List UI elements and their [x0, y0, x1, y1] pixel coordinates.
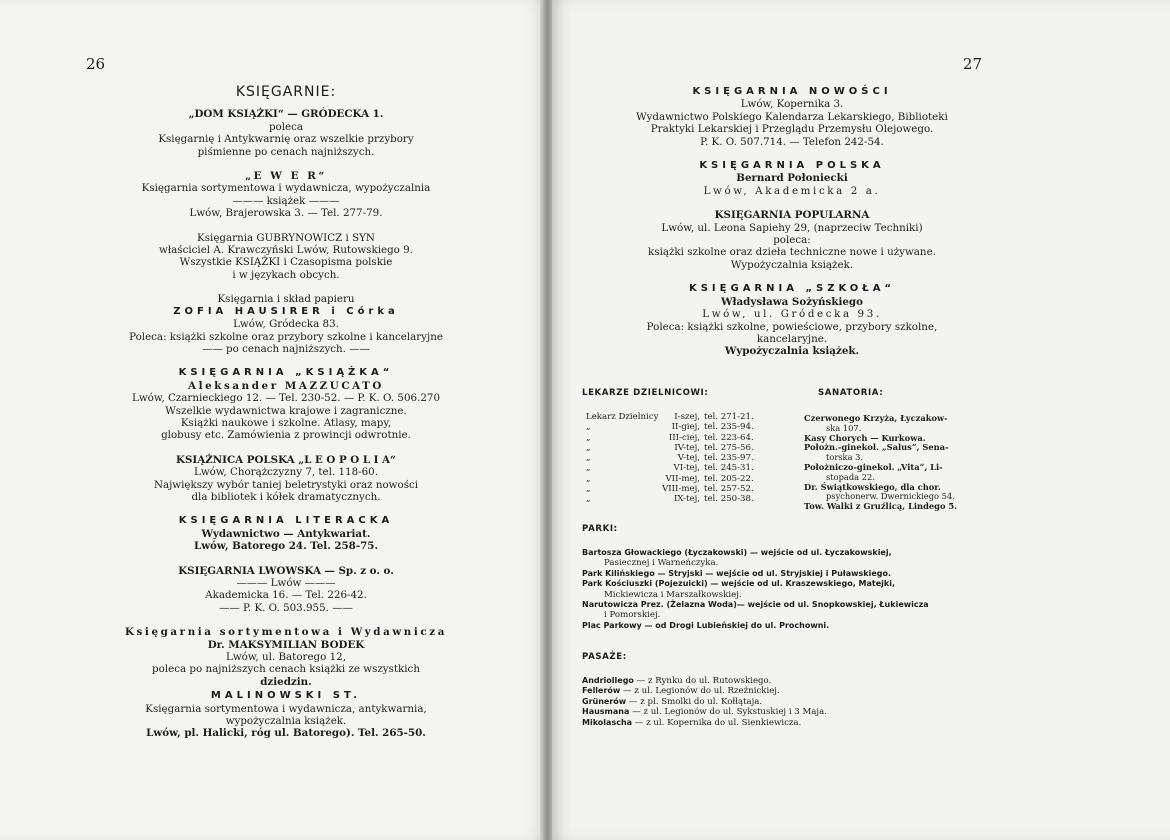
entry-line: Lwów, ul. Leona Sapiehy 29, (naprzeciw Techniki) [661, 221, 923, 234]
table-row [586, 494, 776, 504]
entry-line: KSIĘGARNIA POPULARNA [714, 209, 870, 222]
entry-gubrynowicz [96, 232, 476, 282]
table-cell: tel. 235-97. [704, 453, 754, 464]
entry-line: KSIĘGARNIA POLSKA [699, 160, 885, 172]
table-row [586, 433, 776, 443]
table-cell: „ [586, 453, 591, 464]
list-item-text: ska 107. [826, 422, 862, 433]
entry-line: Poleca: książki szkolne, powieściowe, przybory szkolne, [646, 320, 938, 333]
entry-line: wypożyczalnia książek. [225, 715, 347, 728]
entry-line: ——— książek ——— [232, 194, 340, 207]
entry-hausirer [96, 293, 476, 355]
sanatoria-title: SANATORIA: [818, 388, 884, 398]
entry-line: Akademicka 16. — Tel. 226-42. [205, 589, 367, 602]
entry-line: Bernard Połoniecki [736, 172, 848, 185]
table-row [586, 412, 776, 422]
left-page [0, 0, 548, 840]
list-item-name: Grünerów [582, 696, 627, 706]
entry-line: ZOFIA HAUSIRER i Córka [173, 305, 399, 317]
list-item: Plac Parkowy — od Drogi Lubieńskiej do ul. Prochowni. [582, 620, 830, 630]
sanatoria-list [804, 414, 982, 512]
entry-line: KSIĘGARNIA „KSIĄŻKA“ [178, 367, 394, 379]
entry-szkola [604, 283, 980, 357]
entry-line: Księgarnia sortymentowa i wydawnicza, wypożyczalnia [141, 182, 431, 195]
table-cell: Lekarz Dzielnicy [586, 412, 659, 422]
table-cell: „ [586, 494, 591, 505]
entry-line: KSIĘGARNIA LITERACKA [178, 515, 394, 527]
list-item [582, 686, 992, 696]
entry-line: Aleksander MAZZUCATO [188, 379, 384, 392]
list-item-name: Hausmana [582, 707, 630, 717]
right-page [552, 0, 1170, 840]
table-cell: „ [586, 442, 591, 453]
table-row [586, 453, 776, 463]
entry-line: Lwów, Czarnieckiego 12. — Tel. 230-52. — P. K. O. 506.270 [132, 392, 440, 405]
table-row [586, 463, 776, 473]
entry-line: piśmienne po cenach najniższych. [197, 145, 375, 158]
entry-line: P. K. O. 507.714. — Telefon 242-54. [700, 135, 884, 148]
entry-line: poleca po najniższych cenach książki ze wszystkich [152, 663, 420, 676]
list-item: Bartosza Głowackiego (Łyczakowski) — wejście od ul. Łyczakowskiej, [582, 548, 892, 557]
list-item: Park Kilińskiego — Stryjski — wejście od ul. Stryjskiej i Puławskiego. [582, 568, 892, 578]
entry-ksiazka [96, 367, 476, 441]
entry-lwowska [96, 565, 476, 615]
entry-polska [604, 160, 980, 197]
entry-line: Wszystkie KSIĄŻKI i Czasopisma polskie [179, 256, 393, 269]
entry-line: Wydawnictwo Polskiego Kalendarza Lekarskiego, Biblioteki [636, 110, 948, 123]
list-item-text: Dr. Świątkowskiego, dla chor. [804, 481, 941, 492]
list-item [582, 676, 992, 686]
entry-popularna [604, 209, 980, 271]
entry-line: Księgarnia i skład papieru [217, 293, 355, 306]
table-cell: IV-tej, [674, 442, 700, 453]
entry-line: właściciel A. Krawczyński Lwów, Rutowskiego 9. [159, 244, 413, 257]
list-item [804, 463, 982, 483]
entry-line: Księgarnia sortymentowa i wydawnicza, antykwarnia, [145, 702, 427, 715]
lekarze-title: LEKARZE DZIELNICOWI: [582, 388, 709, 398]
entry-line: KSIĘGARNIA NOWOŚCI [692, 86, 892, 97]
page-number-right: 27 [962, 55, 982, 73]
list-item [804, 443, 982, 463]
entry-line: dziedzin. [260, 675, 312, 688]
entry-line: KSIĄŻNICA POLSKA „L E O P O L I A“ [176, 453, 396, 466]
table-cell: „ [586, 473, 591, 484]
table-cell: I-szej, [674, 412, 700, 422]
table-cell: „ [586, 432, 591, 443]
entry-leopolia [96, 454, 476, 504]
list-item [804, 414, 982, 434]
entry-line: Lwów, Gródecka 83. [233, 318, 339, 331]
section-heading-ksiegarnie: KSIĘGARNIE: [235, 84, 337, 100]
entry-line: globusy etc. Zamówienia z prowincji odwrotnie. [161, 429, 411, 442]
table-cell: „ [586, 484, 591, 495]
list-item-text: Tow. Walki z Gruźlicą, Lindego 5. [804, 501, 958, 512]
lekarze-list [586, 412, 776, 505]
entry-line: Lwów, ul. Batorego 12, [226, 651, 346, 664]
list-item-name: Mikolascha [582, 717, 633, 727]
table-row [586, 422, 776, 432]
entry-line: Lwów, Chorążczyzny 7, tel. 118-60. [193, 466, 379, 479]
right-column [604, 86, 980, 370]
list-item-text: psychonerw. Dwernickiego 54. [826, 491, 955, 502]
table-cell: II-giej, [671, 422, 700, 433]
list-item: Mickiewicza i Marszałkowskiej. [604, 589, 742, 600]
list-item [582, 697, 992, 707]
list-item: Pasiecznej i Warneńczyka. [604, 558, 719, 569]
entry-line: Poleca: książki szkolne oraz przybory szkolne i kancelaryjne [129, 330, 443, 343]
parki-list [582, 548, 992, 631]
entry-line: poleca: [773, 234, 811, 247]
table-cell: tel. 245-31. [704, 463, 754, 474]
entry-line: Wszelkie wydawnictwa krajowe i zagraniczne. [165, 404, 407, 417]
list-item-text: — z pl. Smolki do ul. Kołłątaja. [628, 696, 763, 707]
entry-bodek [96, 626, 476, 688]
table-cell: IX-tej, [673, 494, 700, 505]
entry-line: KSIĘGARNIA „SZKOŁA“ [688, 283, 896, 295]
table-cell: III-ciej, [668, 432, 700, 443]
entry-line: dla bibliotek i kółek dramatycznych. [191, 490, 381, 503]
list-item-text: — z ul. Legionów do ul. Rzeźnickiej. [623, 686, 780, 697]
entry-line: Księgarnia sortymentowa i Wydawnicza [124, 626, 447, 639]
entry-line: Wydawnictwo — Antykwariat. [201, 527, 371, 540]
list-item [582, 707, 992, 717]
entry-line: „E W E R“ [245, 170, 327, 183]
list-item: Park Kościuszki (Pojezuicki) — wejście od ul. Kraszewskiego, Matejki, [582, 579, 895, 589]
entry-line: Lwów, Batorego 24. Tel. 258-75. [193, 540, 379, 553]
entry-line: Władysława Sożyńskiego [720, 295, 863, 308]
entry-line: Lwów, ul. Gródecka 93. [702, 308, 882, 321]
entry-line: Lwów, Akademicka 2 a. [703, 184, 881, 197]
page-number-left: 26 [86, 55, 106, 73]
list-item: i Pomorskiej. [604, 610, 661, 621]
left-column [96, 86, 476, 752]
entry-line: Księgarnię i Antykwarnię oraz wszelkie przybory [158, 133, 414, 146]
list-item-text: Kasy Chorych — Kurkowa. [804, 432, 926, 443]
table-cell: VII-mej, [665, 473, 700, 484]
entry-line: Wypożyczalnia książek. [724, 345, 860, 358]
entry-line: Lwów, Kopernika 3. [740, 98, 844, 111]
entry-line: Lwów, pl. Halicki, róg ul. Batorego). Tel. 265-50. [146, 727, 426, 740]
entry-literacka [96, 515, 476, 552]
list-item-text: — z Rynku do ul. Rutowskiego. [636, 676, 772, 686]
table-cell: tel. 223-64. [704, 432, 754, 443]
table-row [586, 484, 776, 494]
entry-line: Wypożyczalnia książek. [730, 258, 854, 271]
list-item-name: Andriollego [582, 676, 634, 685]
entry-line: Lwów, Brajerowska 3. — Tel. 277-79. [189, 207, 383, 220]
entry-malinowski [96, 690, 476, 740]
pasaze-title: PASAŻE: [582, 652, 627, 662]
entry-dom-ksiazki [96, 108, 476, 158]
entry-line: Księgarnia GUBRYNOWICZ i SYN [197, 231, 375, 244]
entry-line: KSIĘGARNIA LWOWSKA — Sp. z o. o. [178, 564, 394, 577]
table-cell: VI-tej, [673, 463, 700, 474]
entry-line: —— P. K. O. 503.955. —— [219, 601, 353, 614]
list-item [804, 483, 982, 503]
entry-line: poleca [268, 120, 304, 133]
entry-line: kancelaryjne. [756, 332, 828, 345]
entry-line: MALINOWSKI ST. [210, 690, 362, 702]
list-item-text: torska 3. [826, 452, 864, 463]
table-cell: VIII-mej, [662, 484, 700, 495]
entry-line: „DOM KSIĄŻKI“ — GRÓDECKA 1. [188, 108, 384, 121]
entry-line: ——— Lwów ——— [236, 577, 336, 589]
entry-nowosci [604, 86, 980, 148]
entry-line: książki szkolne oraz dzieła techniczne nowe i używane. [648, 246, 936, 259]
list-item-name: Fellerów [582, 686, 621, 696]
pasaze-list [582, 676, 992, 728]
entry-line: Dr. MAKSYMILIAN BODEK [207, 638, 365, 651]
entry-line: i w językach obcych. [232, 268, 340, 281]
entry-line: Największy wybór taniej beletrystyki oraz nowości [153, 478, 419, 491]
table-cell: tel. 271-21. [704, 412, 754, 422]
table-cell: V-tej, [677, 453, 700, 464]
table-cell: tel. 235-94. [704, 422, 754, 433]
table-cell: tel. 275-56. [704, 442, 754, 453]
table-cell: tel. 250-38. [704, 494, 754, 505]
table-row [586, 474, 776, 484]
entry-line: Książki naukowe i szkolne. Atlasy, mapy, [180, 416, 392, 429]
table-row [586, 443, 776, 453]
list-item-text: — z ul. Kopernika do ul. Sienkiewicza. [634, 717, 802, 728]
list-item-text: Położniczo-ginekol. „Vita“, Li- [804, 461, 943, 472]
entry-line: Praktyki Lekarskiej i Przeglądu Przemysłu Olejowego. [650, 123, 934, 136]
list-item: Narutowicza Prez. (Żelazna Woda)— wejście od ul. Snopkowskiej, Łukiewicza [582, 600, 929, 610]
list-item [804, 502, 982, 512]
list-item-text: stopada 22. [826, 471, 875, 482]
table-cell: „ [586, 422, 591, 433]
table-cell: „ [586, 463, 591, 474]
table-cell: tel. 205-22. [704, 473, 754, 484]
entry-ewer [96, 170, 476, 220]
parki-title: PARKI: [582, 524, 618, 534]
list-item-text: Czerwonego Krzyża, Łyczakow- [804, 413, 948, 423]
table-cell: tel. 257-52. [704, 484, 754, 495]
list-item-text: — z ul. Legionów do ul. Sykstuskiej i 3 Maja. [632, 707, 827, 718]
list-item [582, 718, 992, 728]
entry-line: —— po cenach najniższych. —— [202, 342, 370, 355]
list-item-text: Położn.-ginekol. „Salus“, Sena- [804, 442, 949, 453]
